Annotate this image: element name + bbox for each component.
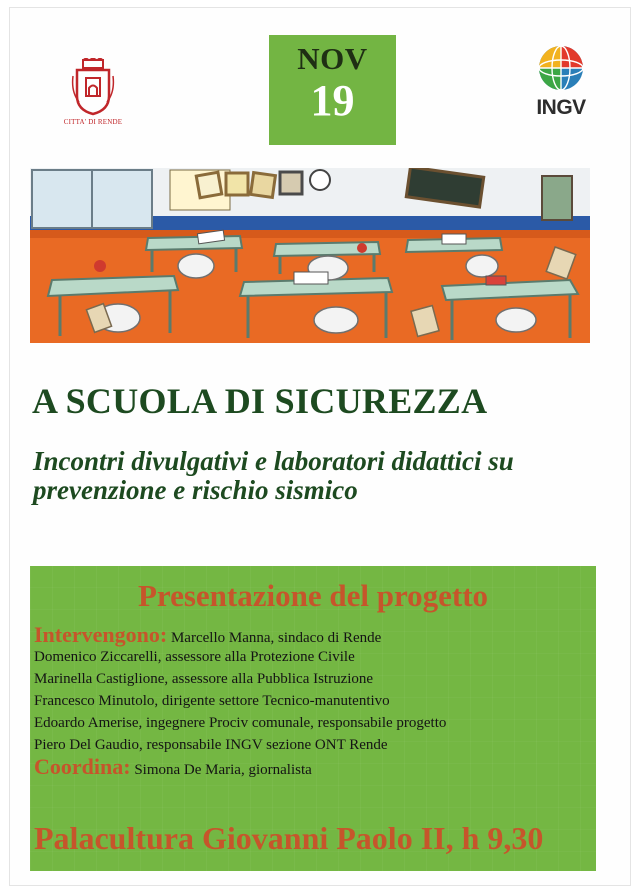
ingv-text: INGV — [536, 96, 586, 119]
list-item — [34, 646, 594, 668]
classroom-illustration — [30, 168, 590, 343]
speakers-label: Intervengono: — [34, 622, 168, 647]
list-item — [34, 690, 594, 712]
speaker-name: Marinella Castiglione, assessore alla Pubblica Istruzione — [34, 671, 374, 687]
list-item — [34, 624, 594, 646]
city-of-rende-logo — [58, 58, 128, 136]
moderator-label: Coordina: — [34, 754, 131, 779]
poster-subtitle: Incontri divulgativi e laboratori didattici su prevenzione e rischio sismico — [33, 446, 514, 505]
speaker-name: Marcello Manna, sindaco di Rende — [170, 630, 382, 646]
poster-title: A SCUOLA DI SICUREZZA — [32, 381, 488, 421]
speaker-name: Domenico Ziccarelli, assessore alla Protezione Civile — [34, 649, 355, 665]
earthquake-classroom-image — [30, 168, 590, 343]
crest-icon — [71, 58, 115, 116]
speaker-name: Francesco Minutolo, dirigente settore Tecnico-manutentivo — [34, 693, 390, 709]
venue-and-time: Palacultura Giovanni Paolo II, h 9,30 — [34, 820, 544, 856]
list-item — [34, 668, 594, 690]
program-panel — [30, 566, 596, 871]
date-month: NOV — [297, 41, 368, 76]
moderator-name: Simona De Maria, giornalista — [134, 762, 312, 778]
speaker-list — [34, 624, 594, 778]
city-caption: CITTA' DI RENDE — [63, 118, 123, 126]
list-item — [34, 756, 594, 778]
list-item — [34, 734, 594, 756]
speaker-name: Piero Del Gaudio, responsabile INGV sezione ONT Rende — [34, 737, 388, 753]
globe-icon — [536, 43, 586, 93]
date-badge — [269, 35, 396, 145]
ingv-logo — [528, 43, 594, 120]
date-day: 19 — [310, 76, 355, 125]
list-item — [34, 712, 594, 734]
speaker-name: Edoardo Amerise, ingegnere Prociv comunale, responsabile progetto — [34, 715, 447, 731]
program-heading: Presentazione del progetto — [137, 578, 489, 613]
